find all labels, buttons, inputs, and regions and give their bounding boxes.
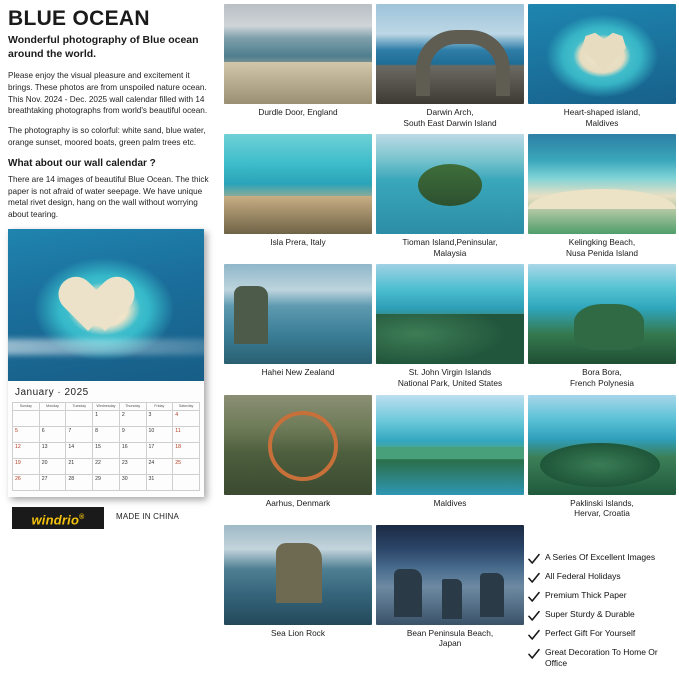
checkmark-icon <box>528 572 540 584</box>
calendar-preview <box>8 229 204 497</box>
calendar-day-cell: 20 <box>39 458 66 474</box>
calendar-day-cell: 22 <box>93 458 120 474</box>
calendar-day-cell: 16 <box>119 442 146 458</box>
calendar-day-cell: 9 <box>119 426 146 442</box>
calendar-day-cell: 7 <box>66 426 93 442</box>
calendar-day-cell: 30 <box>119 474 146 490</box>
calendar-day-cell: 4 <box>173 410 200 426</box>
feature-item <box>528 647 676 668</box>
gallery-caption: Bora Bora, French Polynesia <box>569 367 635 389</box>
gallery-item[interactable] <box>528 264 676 390</box>
calendar-month-label: January · 2025 <box>15 386 89 398</box>
gallery-caption: Kelingking Beach, Nusa Penida Island <box>566 237 638 258</box>
column-divider <box>222 0 223 686</box>
calendar-weekday: Friday <box>146 402 173 410</box>
gallery-photo[interactable] <box>224 4 372 104</box>
surf-line <box>8 339 204 355</box>
calendar-day-cell: 5 <box>13 426 40 442</box>
calendar-weekday: Thursday <box>119 402 146 410</box>
gallery-item[interactable] <box>224 4 372 130</box>
calendar-week-row <box>13 458 200 474</box>
calendar-weekday: Sunday <box>13 402 40 410</box>
feature-item <box>528 628 676 640</box>
calendar-weekday: Saturday <box>173 402 200 410</box>
gallery-caption: Isla Prera, Italy <box>270 237 326 248</box>
page-title: BLUE OCEAN <box>8 7 150 30</box>
calendar-week-row <box>13 474 200 490</box>
gallery-photo[interactable] <box>224 134 372 234</box>
gallery-item[interactable] <box>224 264 372 390</box>
calendar-day-cell: 21 <box>66 458 93 474</box>
calendar-day-cell <box>173 474 200 490</box>
calendar-weekday-row <box>13 402 200 410</box>
calendar-week-row <box>13 426 200 442</box>
feature-label: Super Sturdy & Durable <box>545 609 635 619</box>
feature-label: A Series Of Excellent Images <box>545 552 656 562</box>
gallery-item[interactable] <box>376 134 524 260</box>
gallery-item[interactable] <box>528 4 676 130</box>
feature-label: Great Decoration To Home Or Office <box>545 647 658 668</box>
gallery-photo[interactable] <box>376 525 524 625</box>
feature-label: All Federal Holidays <box>545 571 621 581</box>
gallery-caption: St. John Virgin Islands National Park, United States <box>397 367 503 389</box>
calendar-weekday: Wednesday <box>93 402 120 410</box>
calendar-grid <box>8 381 204 497</box>
feature-label: Perfect Gift For Yourself <box>545 628 636 638</box>
gallery-caption: Heart-shaped island, Maldives <box>563 107 641 128</box>
gallery-item[interactable] <box>376 525 524 651</box>
feature-item <box>528 552 676 564</box>
checkmark-icon <box>528 610 540 622</box>
calendar-day-cell: 10 <box>146 426 173 442</box>
feature-item <box>528 571 676 583</box>
gallery-photo[interactable] <box>376 4 524 104</box>
calendar-day-cell: 27 <box>39 474 66 490</box>
gallery-photo[interactable] <box>224 395 372 495</box>
calendar-day-cell: 12 <box>13 442 40 458</box>
calendar-day-cell: 28 <box>66 474 93 490</box>
gallery-photo[interactable] <box>376 134 524 234</box>
calendar-day-cell: 25 <box>173 458 200 474</box>
paragraph-intro: Please enjoy the visual pleasure and excitement it brings. These photos are from unspoiled nature ocean. This Nov. 2024 - Dec. 2025 wall calendar filled with 14 breathtaking photographs from world's beautiful ocean. <box>8 71 208 116</box>
subtitle: Wonderful photography of Blue ocean around the world. <box>8 34 199 60</box>
gallery-item[interactable] <box>376 4 524 130</box>
calendar-day-cell: 8 <box>93 426 120 442</box>
calendar-day-cell: 19 <box>13 458 40 474</box>
calendar-day-cell: 6 <box>39 426 66 442</box>
gallery-item[interactable] <box>376 264 524 390</box>
gallery-photo[interactable] <box>528 4 676 104</box>
calendar-day-cell: 31 <box>146 474 173 490</box>
checkmark-icon <box>528 553 540 565</box>
feature-item <box>528 590 676 602</box>
gallery-photo[interactable] <box>224 525 372 625</box>
gallery-item[interactable] <box>224 395 372 521</box>
gallery-photo[interactable] <box>376 264 524 364</box>
calendar-weekday: Monday <box>39 402 66 410</box>
gallery-caption: Darwin Arch, South East Darwin Island <box>403 107 497 128</box>
calendar-day-cell: 24 <box>146 458 173 474</box>
heart-island-shape <box>70 273 140 335</box>
calendar-day-cell: 3 <box>146 410 173 426</box>
gallery-photo[interactable] <box>528 264 676 364</box>
left-info-panel <box>0 0 222 686</box>
calendar-day-cell: 29 <box>93 474 120 490</box>
gallery-photo[interactable] <box>528 134 676 234</box>
checkmark-icon <box>528 648 540 660</box>
gallery-caption: Tioman Island,Peninsular, Malaysia <box>402 237 498 258</box>
gallery-item[interactable] <box>224 525 372 651</box>
calendar-weekday: Tuesday <box>66 402 93 410</box>
windrio-logo <box>12 507 104 529</box>
calendar-day-cell: 13 <box>39 442 66 458</box>
section-heading: What about our wall calendar ? <box>8 158 156 170</box>
gallery-photo[interactable] <box>376 395 524 495</box>
brand-footer <box>8 507 214 533</box>
gallery-photo[interactable] <box>528 395 676 495</box>
paragraph-details: There are 14 images of beautiful Blue Ocean. The thick paper is not afraid of water seepage. We have unique metal rivet design, hang on the wall without worrying about tearing. <box>8 175 209 220</box>
gallery-caption: Aarhus, Denmark <box>265 497 331 508</box>
gallery-item[interactable] <box>528 134 676 260</box>
gallery-photo[interactable] <box>224 264 372 364</box>
calendar-day-cell <box>13 410 40 426</box>
calendar-day-cell <box>39 410 66 426</box>
gallery-item[interactable] <box>224 134 372 260</box>
calendar-table <box>12 402 200 491</box>
gallery-caption: Maldives <box>433 497 467 508</box>
calendar-day-cell: 11 <box>173 426 200 442</box>
registered-mark: ® <box>79 513 85 521</box>
calendar-photo-heart-island <box>8 229 204 381</box>
checkmark-icon <box>528 629 540 641</box>
gallery-caption: Hahei New Zealand <box>261 367 335 378</box>
calendar-day-cell: 17 <box>146 442 173 458</box>
calendar-week-row <box>13 442 200 458</box>
calendar-day-cell: 15 <box>93 442 120 458</box>
calendar-day-cell <box>66 410 93 426</box>
logo-text: windrio <box>31 512 80 528</box>
calendar-day-cell: 14 <box>66 442 93 458</box>
calendar-day-cell: 23 <box>119 458 146 474</box>
made-in-label: MADE IN CHINA <box>116 511 180 521</box>
feature-list <box>528 552 676 675</box>
gallery-caption: Paklinski Islands, Hervar, Croatia <box>570 497 634 519</box>
gallery-item[interactable] <box>376 395 524 521</box>
feature-label: Premium Thick Paper <box>545 590 627 600</box>
checkmark-icon <box>528 591 540 603</box>
calendar-day-cell: 1 <box>93 410 120 426</box>
gallery-caption: Sea Lion Rock <box>271 627 325 638</box>
gallery-item[interactable] <box>528 395 676 521</box>
gallery-caption: Bean Peninsula Beach, Japan <box>406 627 494 649</box>
calendar-week-row <box>13 410 200 426</box>
calendar-day-cell: 18 <box>173 442 200 458</box>
feature-item <box>528 609 676 621</box>
calendar-day-cell: 26 <box>13 474 40 490</box>
gallery-caption: Durdle Door, England <box>258 107 338 117</box>
paragraph-colors: The photography is so colorful: white sand, blue water, orange sunset, moored boats, green palm trees etc. <box>8 125 206 147</box>
calendar-day-cell: 2 <box>119 410 146 426</box>
